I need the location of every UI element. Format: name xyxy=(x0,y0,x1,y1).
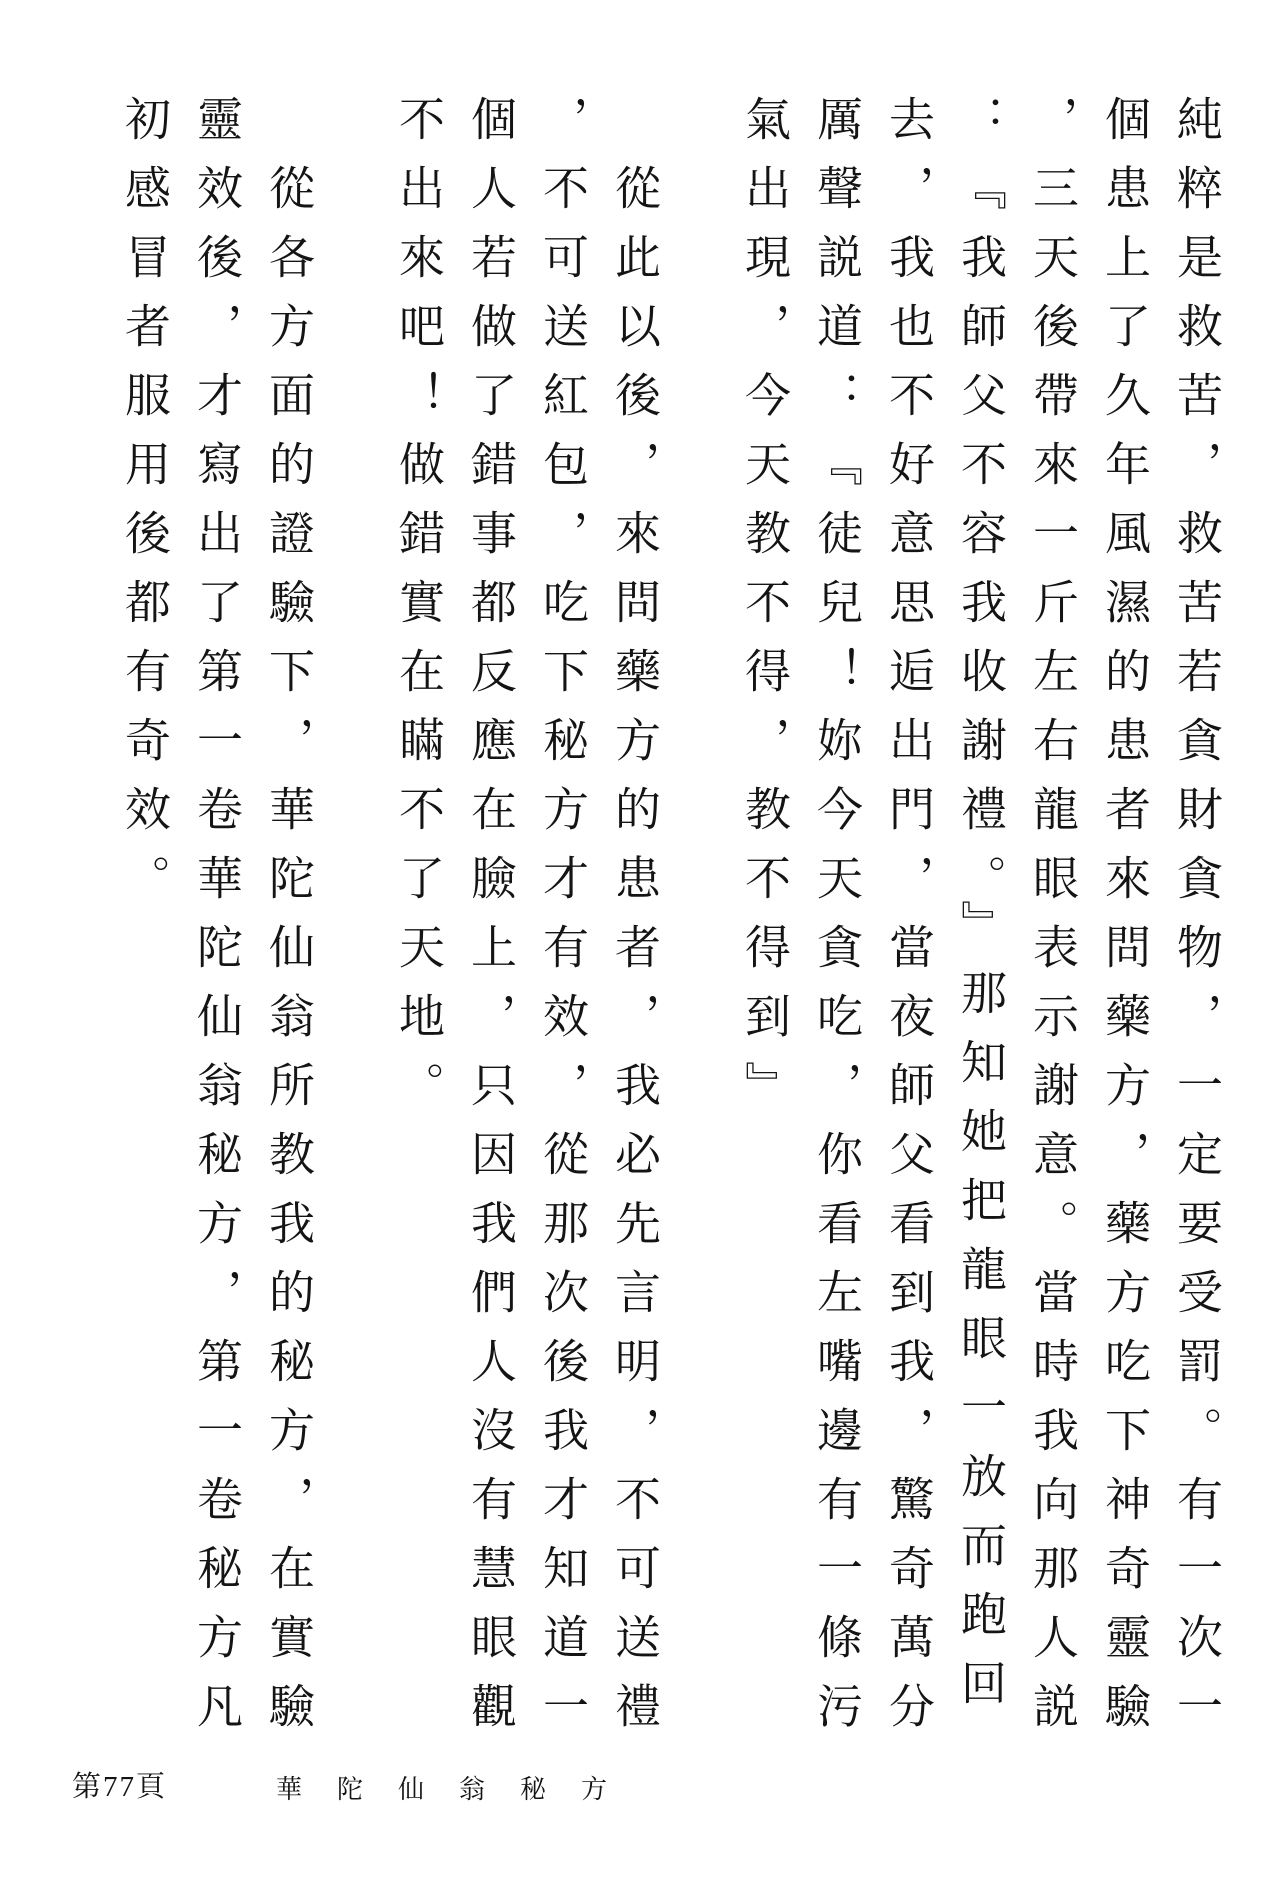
running-title: 華陀仙翁秘方 xyxy=(276,1775,643,1804)
text-column: 初感冒者服用後都有奇效。 xyxy=(119,95,170,923)
text-column: 從此以後，來問藥方的患者，我必先言明，不可送禮 xyxy=(609,164,660,1751)
text-column: 去，我也不好意思逅出門，當夜師父看到我，驚奇萬分 xyxy=(883,95,934,1751)
text-column: ，不可送紅包，吃下秘方才有效，從那次後我才知道一 xyxy=(537,95,588,1751)
text-column: ：『我師父不容我收謝禮。』那知她把龍眼一放而跑回 xyxy=(955,95,1006,1728)
text-column: ，三天後帶來一斤左右龍眼表示謝意。當時我向那人説 xyxy=(1027,95,1078,1751)
text-column: 個患上了久年風濕的患者來問藥方，藥方吃下神奇靈驗 xyxy=(1099,95,1150,1751)
text-column: 靈效後，才寫出了第一卷華陀仙翁秘方，第一卷秘方凡 xyxy=(191,95,242,1751)
text-column: 厲聲説道：『徒兒！妳今天貪吃，你看左嘴邊有一條污 xyxy=(811,95,862,1751)
text-column: 從各方面的證驗下，華陀仙翁所教我的秘方，在實驗 xyxy=(263,164,314,1751)
page-number-label: 第77頁 xyxy=(72,1771,168,1803)
text-column: 個人若做了錯事都反應在臉上，只因我們人沒有慧眼觀 xyxy=(465,95,516,1751)
text-column: 氣出現，今天教不得，教不得到』 xyxy=(739,95,790,1130)
text-column: 純粹是救苦，救苦若貪財貪物，一定要受罰。有一次一 xyxy=(1171,95,1222,1751)
text-column: 不出來吧！做錯實在瞞不了天地。 xyxy=(393,95,444,1130)
